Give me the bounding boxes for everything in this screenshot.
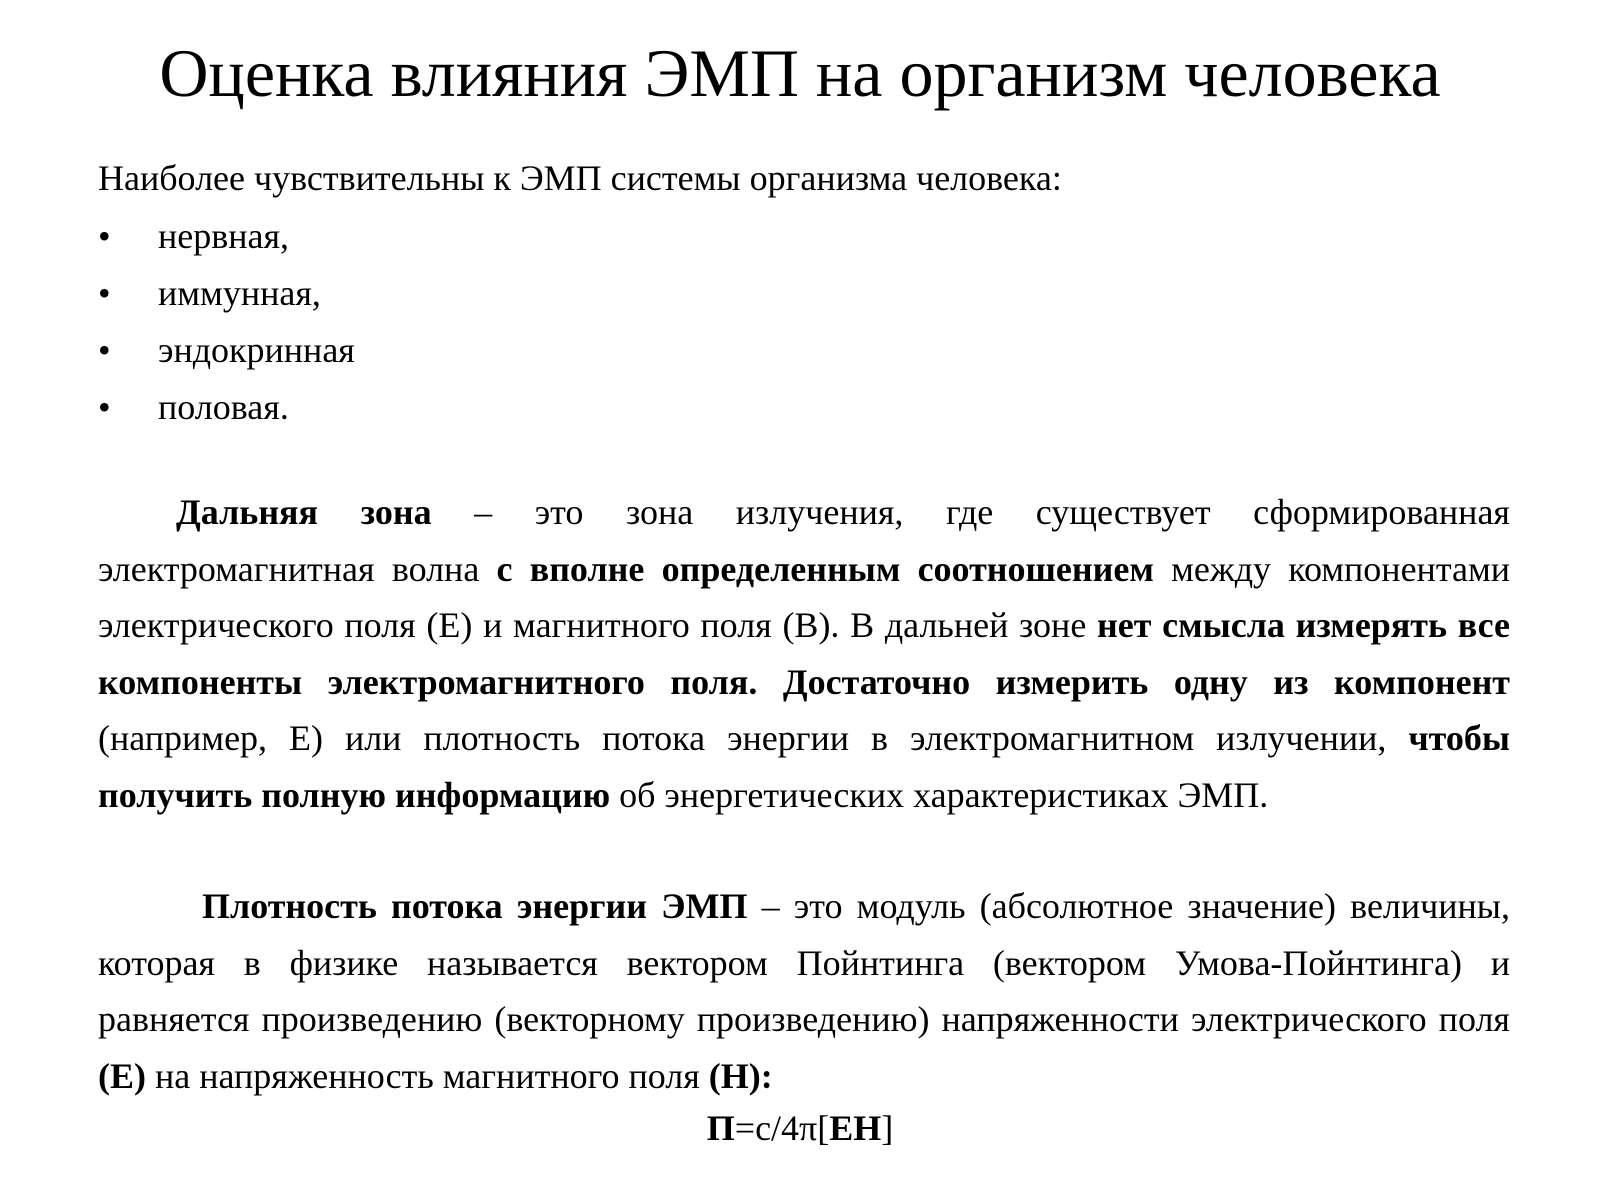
- intro-text: Наиболее чувствительны к ЭМП системы организма человека:: [98, 158, 1062, 198]
- far-zone-text-2: между компонентами электрического поля (Е) и магнитного поля (В). В дальней зоне: [98, 548, 1511, 645]
- flux-density-emphasis-1: (Е): [98, 1055, 146, 1096]
- poynting-formula: [0, 1104, 1600, 1152]
- list-item-text: половая.: [158, 387, 289, 427]
- far-zone-text-4: об энергетических характеристиках ЭМП.: [610, 774, 1269, 815]
- flux-density-text-1: – это модуль (абсолютное значение) величины, которая в физике называется вектором Пойнтинга (вектором Умова-Пойнтинга) и равняется произведению (векторному произведению) напряженности электрического поля: [98, 886, 1510, 1039]
- far-zone-emphasis-3: чтобы получить полную информацию: [98, 718, 1510, 815]
- flux-density-paragraph: [98, 878, 1510, 1104]
- flux-density-emphasis-2: (Н):: [708, 1055, 773, 1096]
- bullet-icon: •: [98, 273, 111, 313]
- formula-end: ]: [881, 1108, 894, 1148]
- far-zone-paragraph: [98, 484, 1510, 823]
- bullet-icon: •: [98, 216, 111, 256]
- list-item-text: нервная,: [158, 216, 290, 256]
- list-item-text: эндокринная: [158, 330, 355, 370]
- slide-title: Оценка влияния ЭМП на организм человека: [159, 35, 1441, 111]
- far-zone-emphasis-2: нет смысла измерять все компоненты электромагнитного поля. Достаточно измерить одну из компонент: [98, 605, 1511, 702]
- far-zone-text-3: (например, Е) или плотность потока энергии в электромагнитном излучении,: [98, 718, 1409, 758]
- bullet-icon: •: [98, 330, 111, 370]
- far-zone-emphasis-1: с вполне определенным соотношением: [496, 548, 1154, 589]
- formula-vectors: ЕН: [829, 1108, 882, 1148]
- far-zone-term: Дальняя зона: [176, 492, 432, 532]
- flux-density-text-2: на напряженность магнитного поля: [146, 1055, 709, 1096]
- bullet-icon: •: [98, 387, 111, 427]
- flux-density-term: Плотность потока энергии ЭМП: [202, 886, 748, 926]
- formula-middle: =с/4π[: [734, 1108, 830, 1148]
- far-zone-text-1: – это зона излучения, где существует сформированная электромагнитная волна: [98, 492, 1510, 589]
- formula-lhs: П: [706, 1108, 735, 1148]
- list-item-text: иммунная,: [158, 273, 321, 313]
